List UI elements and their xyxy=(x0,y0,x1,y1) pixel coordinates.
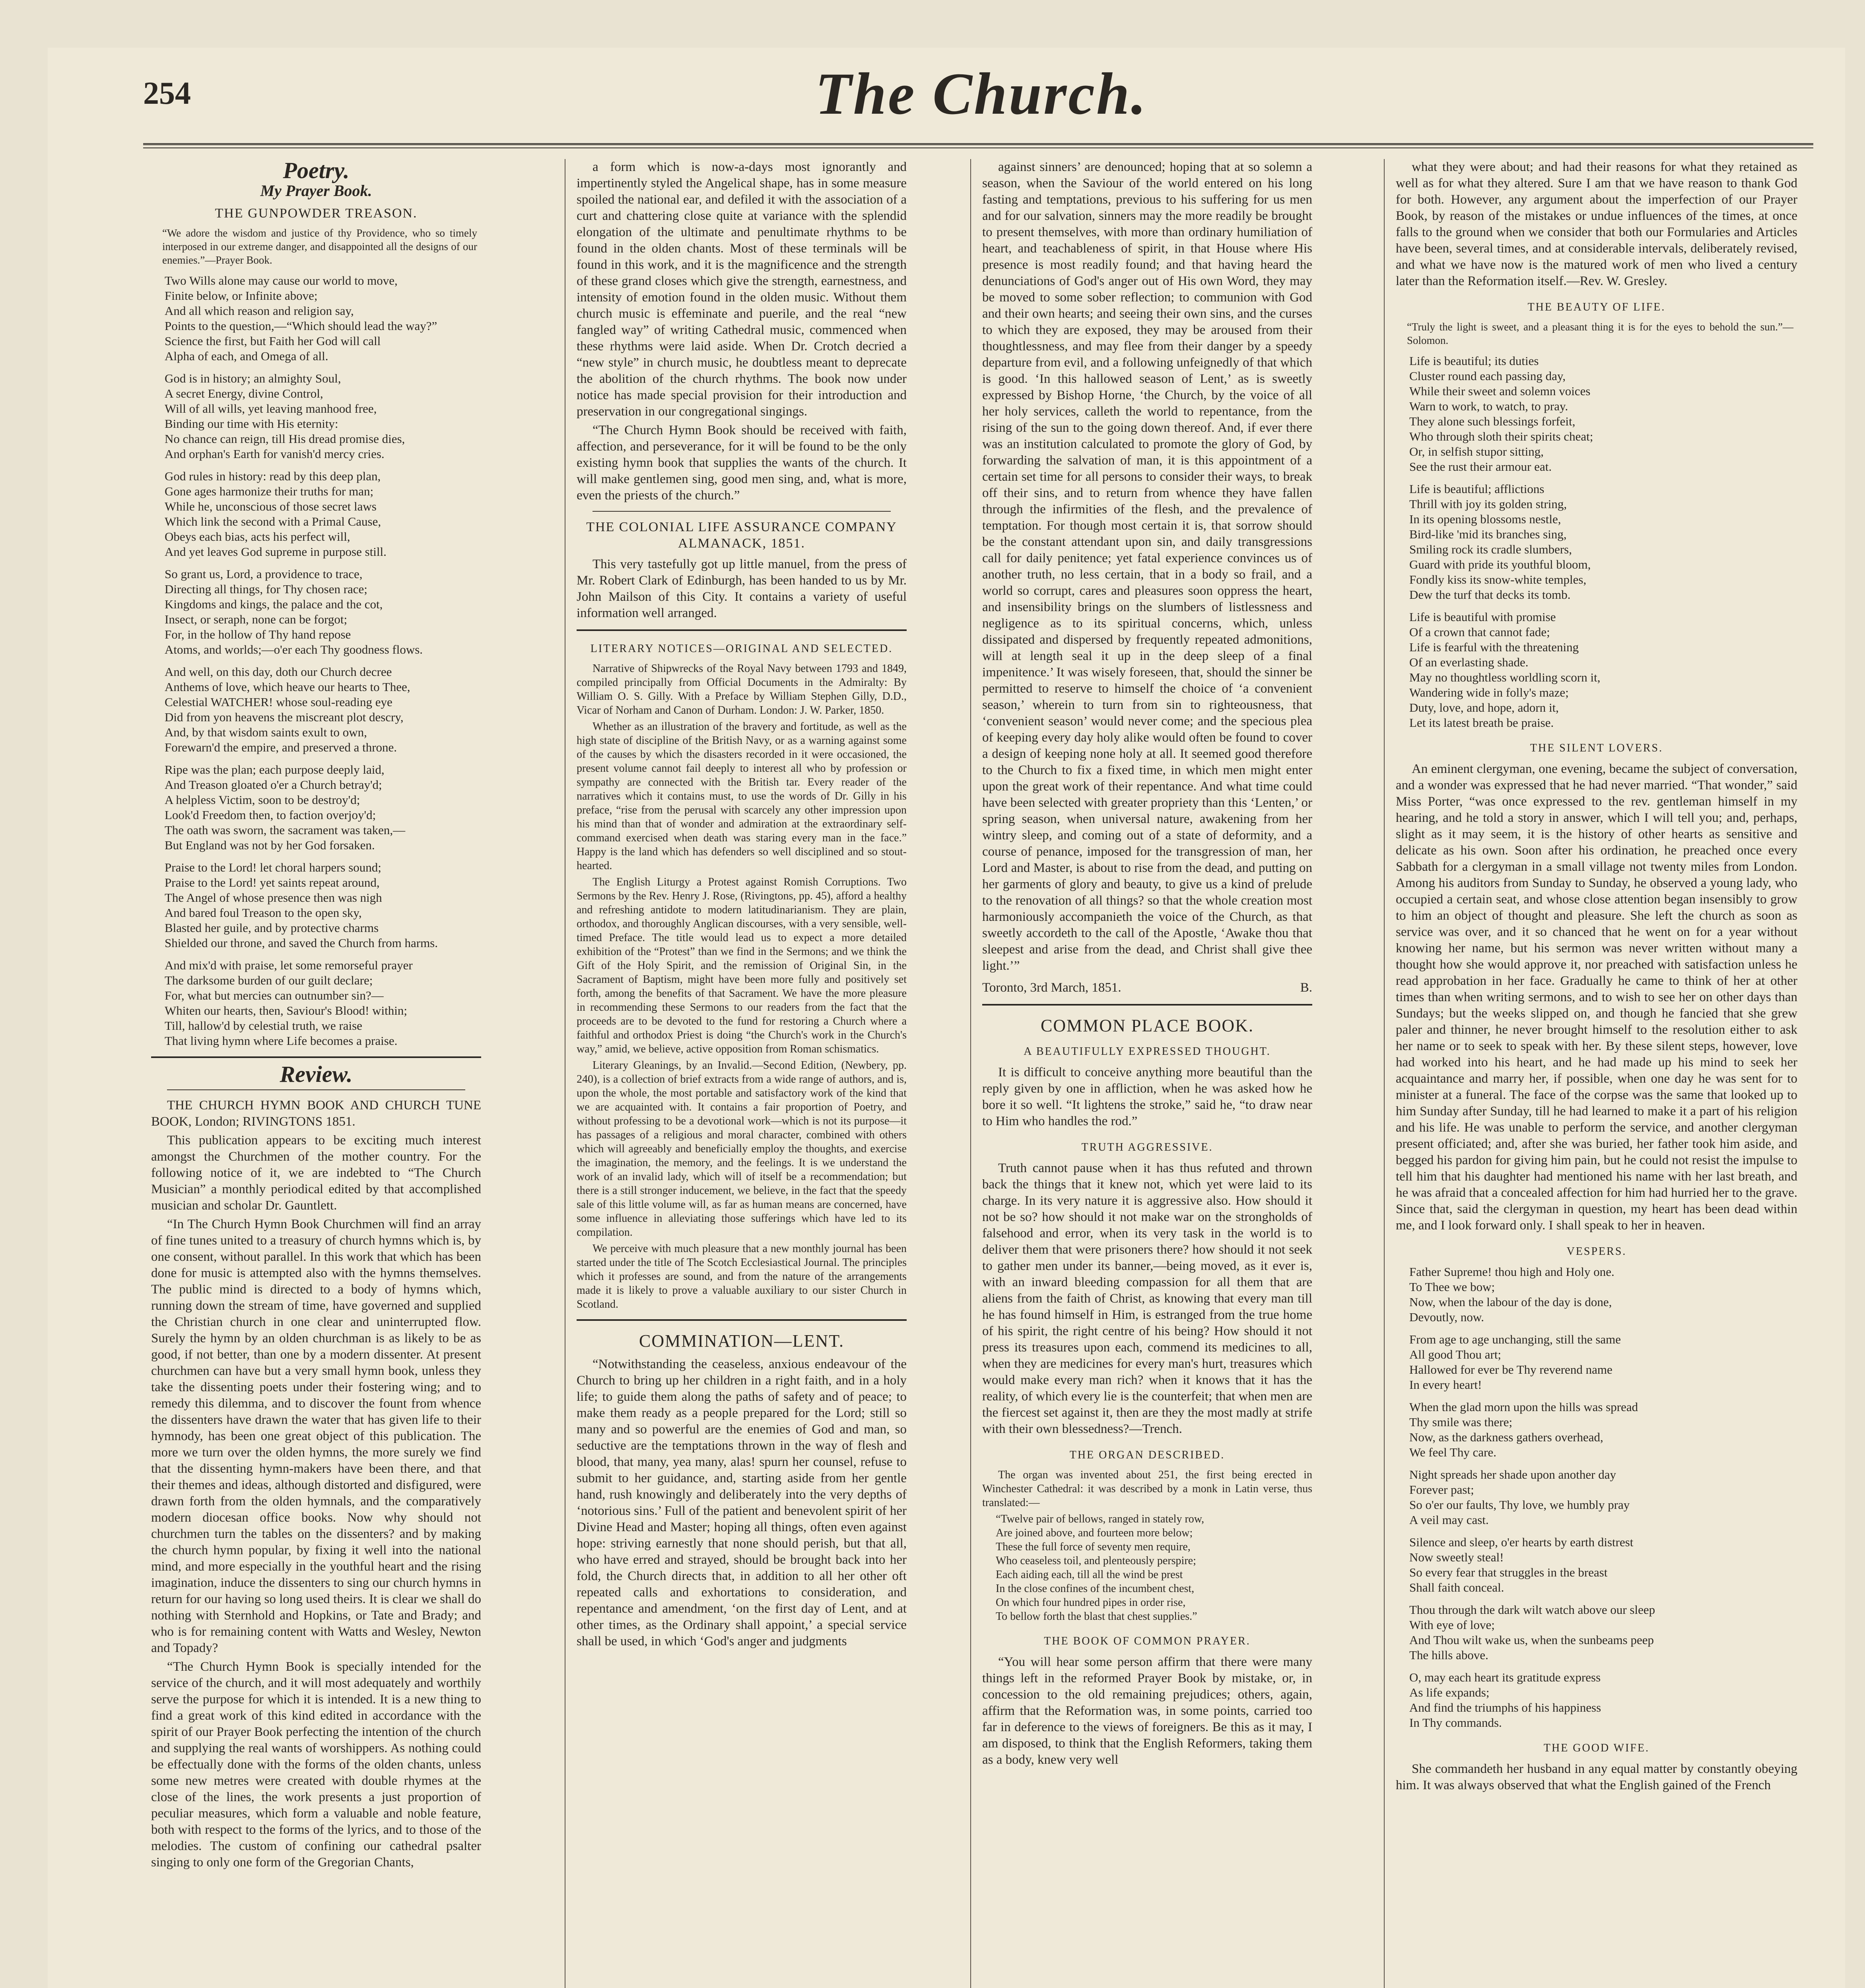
paragraph: what they were about; and had their reasons for what they retained as well as for what they altered. Sure I am that we have reason to thank God for both. However, any argument about the imperfection of our Prayer Book, by reason of the mistakes or undue influences of the times, at once falls to the ground when we consider that both our Formularies and Articles have been, several times, and at considerable intervals, deliberately revised, and what we have now is the matured work of men who lived a century later than the Reformation itself.—Rev. W. Gresley. xyxy=(1396,160,1797,288)
poem-epigraph: “Truly the light is sweet, and a pleasant thing it is for the eyes to behold the sun.”—Solomon. xyxy=(1407,321,1793,346)
commination-heading: COMMINATION—LENT. xyxy=(639,1331,844,1351)
subheading: TRUTH AGGRESSIVE. xyxy=(1081,1141,1213,1153)
poem-stanza: Life is beautiful; afflictions Thrill with joy its golden string, In its opening blossoms nestle, Bird-like 'mid its branches sing, Smiling rock its cradle slumbers, Guard with pride its youthful bloom, Fondly kiss its snow-white temples, Dew the turf that decks its tomb. xyxy=(1409,482,1591,602)
notices-heading: LITERARY NOTICES—ORIGINAL AND SELECTED. xyxy=(590,643,893,655)
section-heading-poetry: Poetry. xyxy=(283,159,350,183)
subheading: THE ORGAN DESCRIBED. xyxy=(1069,1449,1225,1461)
masthead-title: The Church. xyxy=(815,61,1148,127)
dateline-place: Toronto, 3rd March, 1851. xyxy=(982,980,1121,995)
poem-epigraph: “We adore the wisdom and justice of thy Providence, who so timely interposed in our extreme danger, and disappointed all the designs of our enemies.”—Prayer Book. xyxy=(162,227,477,266)
almanack-paragraph: This very tastefully got up little manuel, from the press of Mr. Robert Clark of Edinburgh, has been handed to us by Mr. John Mailson of this City. It contains a variety of useful information well arranged. xyxy=(577,557,907,620)
notice-paragraph: We perceive with much pleasure that a new monthly journal has been started under the title of The Scotch Ecclesiastical Journal. The principles which it professes are sound, and from the nature of the arrangements made it is likely to prove a valuable auxiliary to our sister Church in Scotland. xyxy=(577,1242,907,1310)
page-number: 254 xyxy=(143,76,191,111)
poem-series-title: My Prayer Book. xyxy=(260,182,372,200)
dateline-signature: B. xyxy=(1300,980,1312,995)
divider xyxy=(167,1089,465,1090)
paragraph: The organ was invented about 251, the first being erected in Winchester Cathedral: it was described by a monk in Latin verse, thus translated:— xyxy=(982,1469,1312,1509)
paragraph: “You will hear some person affirm that there were many things left in the reformed Prayer Book by mistake, or, in concession to the old remaining prejudices; others, again, affirm that the Reformation was, in some points, carried too far in deference to the views of foreigners. Be this as it may, I am disposed, to think that the English Reformers, taking them as a body, knew very well xyxy=(982,1655,1312,1767)
column-3 xyxy=(982,159,1312,1988)
poem-stanza: From age to age unchanging, still the same All good Thou art; Hallowed for ever be Thy reverend name In every heart! xyxy=(1409,1332,1621,1392)
section-rule xyxy=(577,629,907,631)
poem-stanza: Life is beautiful; its duties Cluster round each passing day, While their sweet and solemn voices Warn to work, to watch, to pray. They alone such blessings forfeit, Who through sloth their spirits cheat; Or, in selfish stupor sitting, See the rust their armour eat. xyxy=(1409,354,1593,474)
notice-paragraph: Whether as an illustration of the bravery and fortitude, as well as the high state of discipline of the British Navy, or as a warning against some of the causes by which the disasters recorded in it were occasioned, the present volume cannot fail deeply to interest all who by profession or sympathy are connected with the British tar. Every reader of the narratives which it contains must, to use the words of Dr. Gilly in his preface, “rise from the perusal with scarcely any other impression upon his mind than that of wonder and admiration at the extraordinary self-command exercised when death was staring every man in the face.” Happy is the land which has defenders so well disciplined and so stout-hearted. xyxy=(577,720,907,872)
subheading: THE GOOD WIFE. xyxy=(1543,1742,1650,1754)
column-4 xyxy=(1396,159,1797,1988)
poem-stanza: God rules in history: read by this deep plan, Gone ages harmonize their truths for man; While he, unconscious of those secret laws Which link the second with a Primal Cause, Obeys each bias, acts his perfect will, And yet leaves God supreme in purpose still. xyxy=(165,469,387,559)
poem-stanza: And mix'd with praise, let some remorseful prayer The darksome burden of our guilt declare; For, what but mercies can outnumber sin?— Whiten our hearts, then, Saviour's Blood! within; Till, hallow'd by celestial truth, we raise That living hymn where Life becomes a praise. xyxy=(165,958,413,1048)
paragraph: It is difficult to conceive anything more beautiful than the reply given by one in affliction, when he was asked how he bore it so well. “It lightens the stroke,” said he, “to draw near to Him who handles the rod.” xyxy=(982,1065,1312,1128)
section-heading-review: Review. xyxy=(280,1061,353,1087)
common-place-book-heading: COMMON PLACE BOOK. xyxy=(1041,1016,1254,1035)
notice-paragraph: The English Liturgy a Protest against Romish Corruptions. Two Sermons by the Rev. Henry J. Rose, (Rivingtons, pp. 45), afford a healthy and refreshing antidote to modern latitudinarianism. They are plain, orthodox, and thoroughly Anglican discourses, with a very sensible, well-timed Preface. The title would lead us to expect a more detailed exhibition of the “Protest” than we find in the Sermons; and we think the Gift of the Holy Spirit, and the remission of Original Sin, in the Sacrament of Baptism, might have been more fully and positively set forth, among the benefits of that Sacrament. We have the more pleasure in recommending these Sermons to our readers from the fact that the proceeds are to be devoted to the fund for restoring a Church where a faithful and orthodox Priest is doing “the Church's work in the Church's way,” amid, we believe, active opposition from Roman schismatics. xyxy=(577,876,907,1055)
section-rule xyxy=(577,1319,907,1321)
review-paragraph: “The Church Hymn Book should be received with faith, affection, and perseverance, for it will be found to be the only existing hymn book that supplies the wants of the church. It will make gentlemen sing, good men sing, and, what is more, even the priests of the church.” xyxy=(577,423,907,503)
paragraph: Truth cannot pause when it has thus refuted and thrown back the things that it knew not, which yet were laid to its charge. In its very nature it is aggressive also. How should it not be so? how should it not make war on the strongholds of falsehood and error, when its very task in the world is to deliver them that were prisoners there? how should it not seek to gather men under its banner,—being moved, as it ever is, with an inward bleeding compassion for all them that are aliens from the faith of Christ, as knowing that every man till he has found himself in Him, is estranged from the true home of his spirit, the right centre of his being? How should it not press its treasures upon each, commend its medicines to all, when they are medicines for every man's hurt, treasures which would make every man rich? when it knows that it has the reality, of which every lie is the counterfeit; that when men are the fiercest set against it, then are they the most madly at strife with their own blessedness?—Trench. xyxy=(982,1161,1312,1436)
poem-stanza: Ripe was the plan; each purpose deeply laid, And Treason gloated o'er a Church betray'd; A helpless Victim, soon to be destroy'd; Look'd Freedom then, to faction overjoy'd; The oath was sworn, the sacrament was taken,— But England was not by her God forsaken. xyxy=(165,763,406,852)
column-1 xyxy=(151,159,481,1988)
notice-paragraph: Literary Gleanings, by an Invalid.—Second Edition, (Newbery, pp. 240), is a collection of brief extracts from a wide range of authors, and is, upon the whole, the most portable and satisfactory work of the kind that we are acquainted with. It contains a fair proportion of Poetry, and without professing to be a devotional work—which is not its purpose—it has passages of a religious and moral character, combined with others which will agreeably and beneficially employ the thoughts, and exercise the imagination, the memory, and the feelings. It is we understand the work of an invalid lady, which will of itself be a recommendation; but there is a still stronger inducement, we believe, in the fact that the speedy sale of this little volume will, as far as human means are concerned, have some influence in alleviating those sufferings which have led to its compilation. xyxy=(577,1059,907,1239)
poem-stanza: God is in history; an almighty Soul, A secret Energy, divine Control, Will of all wills, yet leaving manhood free, Binding our time with His eternity: No chance can reign, till His dread promise dies, And orphan's Earth for vanish'd mercy cries. xyxy=(165,371,405,461)
poem-stanza: Night spreads her shade upon another day Forever past; So o'er our faults, Thy love, we humbly pray A veil may cast. xyxy=(1409,1468,1630,1527)
subheading: THE SILENT LOVERS. xyxy=(1530,742,1663,754)
poem-stanza: And well, on this day, doth our Church decree Anthems of love, which heave our hearts to Thee, Celestial WATCHER! whose soul-reading eye Did from yon heavens the miscreant plot descry, And, by that wisdom saints exult to own, Forewarn'd the empire, and preserved a throne. xyxy=(165,665,410,754)
divider xyxy=(593,511,891,512)
review-paragraph: “The Church Hymn Book is specially intended for the service of the church, and it will most adequately and worthily serve the purpose for which it is intended. It is a new thing to find a great work of this kind edited in accordance with the spirit of our Prayer Book perfecting the intention of the church and supplying the real wants of worshippers. As nothing could be effectually done with the forms of the olden chants, unless some new metres were created with double rhymes at the close of the lines, the work presents a just proportion of peculiar measures, which form a valuable and noble feature, both with respect to the forms of the lyrics, and to those of the melodies. The custom of confining our cathedral psalter singing to only one form of the Gregorian Chants, xyxy=(151,1660,481,1870)
subheading: THE BEAUTY OF LIFE. xyxy=(1527,301,1666,313)
notice-paragraph: Narrative of Shipwrecks of the Royal Navy between 1793 and 1849, compiled principally from Official Documents in the Admiralty: By William O. S. Gilly. With a Preface by William Stephen Gilly, D.D., Vicar of Norham and Canon of Durham. London: J. W. Parker, 1850. xyxy=(577,662,907,716)
paragraph: She commandeth her husband in any equal matter by constantly obeying him. It was always observed that what the English gained of the French xyxy=(1396,1762,1797,1792)
poem-stanza: Two Wills alone may cause our world to move, Finite below, or Infinite above; And all which reason and religion say, Points to the question,—“Which should lead the way?” Science the first, but Faith her God will call Alpha of each, and Omega of all. xyxy=(165,274,437,363)
poem-stanza: Father Supreme! thou high and Holy one. To Thee we bow; Now, when the labour of the day is done, Devoutly, now. xyxy=(1409,1265,1614,1324)
poem-stanza: Life is beautiful with promise Of a crown that cannot fade; Life is fearful with the threatening Of an everlasting shade. May no thoughtless worldling scorn it, Wandering wide in folly's maze; Duty, love, and hope, adorn it, Let its latest breath be praise. xyxy=(1409,610,1601,730)
subheading: THE BOOK OF COMMON PRAYER. xyxy=(1044,1635,1251,1647)
poem-stanza: O, may each heart its gratitude express As life expands; And find the triumphs of his happiness In Thy commands. xyxy=(1409,1670,1601,1730)
review-title: THE CHURCH HYMN BOOK AND CHURCH TUNE BOOK, London; RIVINGTONS 1851. xyxy=(151,1098,481,1129)
section-rule xyxy=(151,1056,481,1058)
column-divider xyxy=(970,159,971,1988)
poem-stanza: When the glad morn upon the hills was spread Thy smile was there; Now, as the darkness gathers overhead, We feel Thy care. xyxy=(1409,1400,1638,1459)
poem-stanza: So grant us, Lord, a providence to trace, Directing all things, for Thy chosen race; Kingdoms and kings, the palace and the cot, Insect, or seraph, none can be forgot; For, in the hollow of Thy hand repose Atoms, and worlds;—o'er each Thy goodness flows. xyxy=(165,567,423,656)
subheading: VESPERS. xyxy=(1566,1245,1627,1258)
masthead-rule xyxy=(143,143,1813,148)
poem-stanza: Praise to the Lord! let choral harpers sound; Praise to the Lord! yet saints repeat around, The Angel of whose presence then was nigh And bared foul Treason to the open sky, Blasted her guile, and by protective charms Shielded our throne, and saved the Church from harms. xyxy=(165,860,438,950)
column-2 xyxy=(577,159,907,1988)
review-paragraph: a form which is now-a-days most ignorantly and impertinently styled the Angelical shape, has in some measure spoiled the national ear, and defiled it with the association of a curt and chattering close quite at variance with the splendid elongation of the ultimate and penultimate rhythms to be found in the olden chants. Most of these terminals will be found in this work, and it is the magnificence and the strength of these grand closes which give the strength, earnestness, and intensity of emotion found in the olden music. Without them church music is effeminate and puerile, and the real “new fangled way” of writing Cathedral music, commenced when these rhythms were laid aside. When Dr. Crotch decried a “new style” in church music, he doubtless meant to deprecate the abolition of the church rhythms. The book now under notice has made special provision for their introduction and preservation in our congregational singings. xyxy=(577,160,907,419)
review-paragraph: “In The Church Hymn Book Churchmen will find an array of fine tunes united to a treasury of church hymns which is, by one consent, without parallel. In this work that which has been done for music is attempted also with the hymns themselves. The public mind is directed to a body of hymns which, running down the stream of time, have governed and supplied the Christian church in one clear and uninterrupted flow. Surely the hymn by an olden churchman is as likely to be as good, if not better, than one by a modern dissenter. At present churchmen can have but a very small hymn book, unless they take the dissenting poets under their fostering wing; and to remedy this dilemma, and to discover the fount from whence the dissenters have drawn the water that has given life to their hymnody, has been one great object of this publication. The more we turn over the olden hymns, the more surely we find that the dissenting hymn-makers have been there, and that their themes and ideas, although distorted and disfigured, were drawn forth from the olden hymnals, and the comparatively modern diocesan office books. Now why should not churchmen turn the tables on the dissenters? and by making the church hymn popular, by fixing it well into the national mind, and more especially in the youthful heart and the rising imagination, induce the dissenters to sing our church hymns in return for our having so long used theirs. It is clear we shall do nothing with Sternhold and Hopkins, or Tate and Brady; and who is for remaining content with Watts and Wesley, Newton and Topady? xyxy=(151,1217,481,1655)
paragraph: An eminent clergyman, one evening, became the subject of conversation, and a wonder was expressed that he had never married. “That wonder,” said Miss Porter, “was once expressed to the rev. gentleman himself in my hearing, and he told a story in answer, which I will tell you; and, perhaps, slight as it may seem, it is the history of other hearts as sensitive and delicate as his own. Soon after his ordination, he preached once every Sabbath for a clergyman in a small village not twenty miles from London. Among his auditors from Sunday to Sunday, he observed a young lady, who occupied a certain seat, and whose close attention began insensibly to grow to him an object of thought and pleasure. She left the church as soon as service was over, and it so chanced that he went on for a year without knowing her name, but his sermon was never written without many a thought how she would approve it, nor preached with satisfaction unless he read approbation in her face. Gradually he came to think of her at other times than when writing sermons, and to wish to see her on other days than Sundays; but the weeks slipped on, and though he fancied that she grew paler and thinner, he never brought himself to the resolution either to ask her name or to seek to speak with her. By these silent steps, however, love had worked into his heart, and he had made up his mind to seek her acquaintance and marry her, if possible, when one day he was sent for to minister at a funeral. The face of the corpse was the same that looked up to him Sunday after Sunday, till he had learned to make it a part of his religion and his life. He was unable to perform the service, and another clergyman present officiated; and, after she was buried, her father took him aside, and begged his pardon for giving him pain, but he could not resist the impulse to tell him that his daughter had mentioned his name with her last breath, and he was afraid that a concealed affection for him had hurried her to the grave. Since that, said the clergyman in question, my heart has been dead within me, and I look forward only. I shall speak to her in heaven. xyxy=(1396,762,1797,1233)
commination-paragraph: against sinners’ are denounced; hoping that at so solemn a season, when the Saviour of the world entered on his long fasting and temptations, previous to his suffering for us men and for our salvation, sinners may the more readily be brought to present themselves, with more than ordinary humiliation of heart, and teachableness of spirit, in that House where His presence is most readily found; and that having heard the denunciations of God's anger out of His own Word, they may be moved to some sober reflection; to communion with God and their own hearts; and seeing their own sins, and the curses to which they are exposed, they may be aroused from their thoughtlessness, and may flee from their danger by a speedy departure from evil, and a following unfeignedly of that which is good. ‘In this hallowed season of Lent,’ as is sweetly expressed by Bishop Horne, ‘the Church, by the voice of all her holy services, calleth the world to repentance, from the rising of the sun to the going down thereof. And, if ever there was an institution calculated to promote the glory of God, by forwarding the salvation of man, it is this appointment of a certain set time for all persons to consider their ways, to break off their sins, and to return from whence they have fallen through the infirmities of the flesh, and the prevalence of temptation. For though most certain it is, that sorrow should be the constant attendant upon sin, and daily transgressions call for daily penitence; yet fatal experience convinces us of another truth, no less certain, that in a body so frail, and a world so corrupt, cares and pleasures soon oppress the heart, and insensibility brings on the slumbers of listlessness and negligence as to its spiritual concerns, which, unless dissipated and dispersed by frequently repeated admonitions, will at length seal it up in the deep sleep of a final impenitence.’ It was wisely foreseen, that, should the sinner be permitted to reserve to himself the choice of ‘a convenient season,’ wherein to turn from sin to righteousness, that ‘convenient season’ would never come; and the specious plea of keeping every day holy alike would often be found to cover a design of keeping none holy at all. It seemed good therefore to the Church to fix a fixed time, in which men might enter upon the great work of their repentance. And what time could have been selected with greater propriety than this ‘Lenten,’ or spring season, when universal nature, awakening from her wintry sleep, and coming out of a state of deformity, and a course of penance, imposed for the transgression of man, her Lord and Master, is about to rise from the dead, and putting on her garments of glory and beauty, to give us a kind of prelude to the renovation of all things? so that the whole creation most harmoniously accompanieth the voice of the Church, as that sweetly accordeth to the call of the Apostle, ‘Awake thou that sleepest and arise from the dead, and Christ shall give thee light.’” xyxy=(982,160,1312,973)
dateline xyxy=(982,980,1312,996)
poem-title: THE GUNPOWDER TREASON. xyxy=(215,206,418,221)
subheading: A BEAUTIFULLY EXPRESSED THOUGHT. xyxy=(1024,1045,1271,1058)
review-paragraph: This publication appears to be exciting much interest amongst the Churchmen of the mother country. For the following notice of it, we are indebted to “The Church Musician” a monthly periodical edited by that accomplished musician and scholar Dr. Gauntlett. xyxy=(151,1133,481,1213)
section-rule xyxy=(982,1004,1312,1006)
commination-paragraph: “Notwithstanding the ceaseless, anxious endeavour of the Church to bring up her children in a right faith, and in a holy life; to guide them along the paths of safety and of peace; to make them ready as a people prepared for the Lord; still so many and so powerful are the enemies of God and man, so seductive are the temptations thrown in the way of flesh and blood, that many, yea many, alas! spurn her counsel, refuse to submit to her guidance, and, starting aside from her gentle hand, rush knowingly and deliberately into the very depths of ‘notorious sins.’ Full of the patient and benevolent spirit of her Divine Head and Master; hoping all things, often even against hope: striving earnestly that none should perish, but that all, who have erred and strayed, should be brought back into her fold, the Church directs that, in addition to all her other oft repeated calls and exhortations to consideration, and repentance and amendment, ‘on the first day of Lent, and at other times, as the Ordinary shall appoint,’ a special service shall be used, in which ‘God's anger and judgments xyxy=(577,1357,907,1648)
column-divider xyxy=(1384,159,1385,1988)
almanack-title: THE COLONIAL LIFE ASSURANCE COMPANY ALMANACK, 1851. xyxy=(586,520,897,551)
poem-stanza: Silence and sleep, o'er hearts by earth distrest Now sweetly steal! So every fear that struggles in the breast Shall faith conceal. xyxy=(1409,1535,1634,1594)
poem-stanza: Thou through the dark wilt watch above our sleep With eye of love; And Thou wilt wake us, when the sunbeams peep The hills above. xyxy=(1409,1603,1655,1662)
organ-verse: “Twelve pair of bellows, ranged in stately row, Are joined above, and fourteen more below; These the full force of seventy men require, Who ceaseless toil, and plenteously perspire; Each aiding each, till all the wind be prest In the close confines of the incumbent chest, On which four hundred pipes in order rise, To bellow forth the blast that chest supplies.” xyxy=(996,1513,1204,1623)
